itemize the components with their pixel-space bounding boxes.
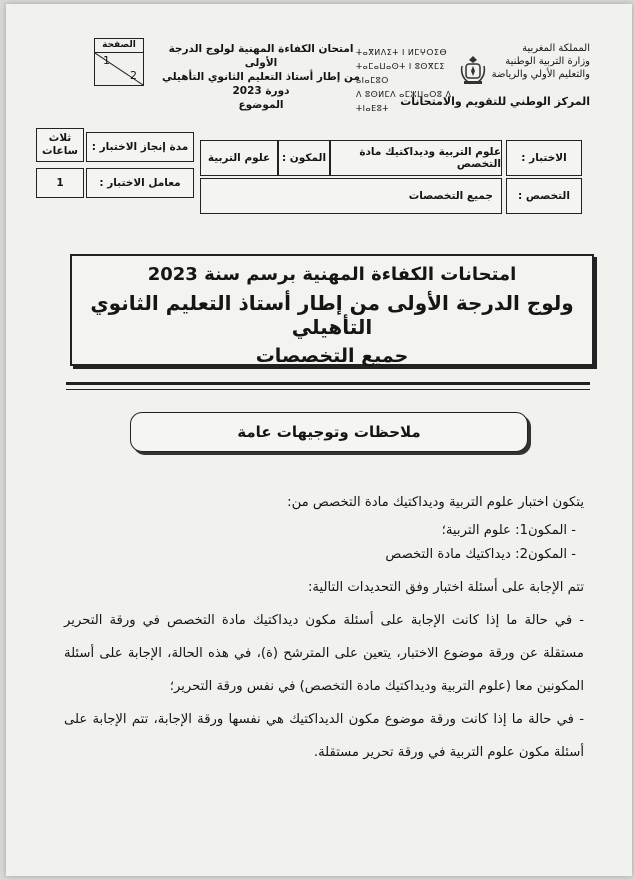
exam-header-line: امتحان الكفاءة المهنية لولوج الدرجة الأولى: [168, 43, 354, 69]
title-line-1: امتحانات الكفاءة المهنية برسم سنة 2023: [147, 264, 517, 285]
exam-header: [156, 42, 366, 112]
title-line-2: ولوج الدرجة الأولى من إطار أستاذ التعليم الثانوي التأهيلي: [90, 291, 574, 339]
tifinagh-line: ⴷ ⵓⵙⵍⵎⴷ ⴰⵎⵣⵡⴰⵔⵓ ⴷ ⵜⵏⴰⴹⵓⵜ: [356, 90, 452, 113]
instructions-body: [64, 486, 584, 769]
instruction-paragraph-1: - في حالة ما إذا كانت الإجابة على أسئلة مكون ديداكتيك مادة التخصص في ورقة التحرير مستقلة عن ورقة موضوع الاختبار، يتعين على المترشح (ة)، في هذه الحالة، الإجابة على أسئلة المكونين معا (علوم التربية وديداكتيك مادة التخصص) في نفس ورقة التحرير؛: [64, 613, 584, 694]
divider-thin: [66, 389, 590, 390]
coefficient-value-cell: [36, 168, 84, 198]
duration-label: مدة إنجاز الاختبار :: [91, 141, 189, 153]
component-value-cell: [200, 140, 278, 176]
answer-intro: تتم الإجابة على أسئلة اختبار وفق التحديدات التالية:: [307, 580, 584, 595]
component-label-cell: [278, 140, 330, 176]
duration-label-cell: [86, 132, 194, 162]
exam-title-box: [70, 254, 594, 366]
tifinagh-line: ⵜⴰⴳⵍⴷⵉⵜ ⵏ ⵍⵎⵖⵔⵉⴱ: [356, 48, 448, 57]
page-number: 1: [103, 54, 110, 67]
title-line-3: جميع التخصصات: [255, 345, 409, 367]
tifinagh-line: ⵜⴰⵎⴰⵡⴰⵙⵜ ⵏ ⵓⵙⴳⵎⵉ ⴰⵏⴰⵎⵓⵔ: [356, 62, 445, 85]
ministry-line: وزارة التربية الوطنية: [505, 56, 590, 67]
coat-of-arms-logo: [460, 54, 486, 86]
specialty-value: جميع التخصصات: [408, 190, 493, 202]
coefficient-label-cell: [86, 168, 194, 198]
tifinagh-header: [356, 46, 456, 116]
specialty-label-cell: [506, 178, 582, 214]
instruction-paragraph-2: - في حالة ما إذا كانت ورقة موضوع مكون الديداكتيك هي نفسها ورقة الإجابة، تتم الإجابة على أسئلة مكون علوم التربية في ورقة تحرير مستقلة.: [64, 712, 584, 760]
page-number-box: [94, 38, 144, 86]
intro-text: يتكون اختبار علوم التربية وديداكتيك مادة التخصص من:: [287, 495, 584, 510]
duration-value: ثلاث ساعات: [42, 132, 78, 157]
specialty-label: التخصص :: [518, 190, 570, 202]
coefficient-label: معامل الاختبار :: [99, 177, 181, 189]
page-total: 2: [130, 69, 137, 82]
coefficient-value: 1: [56, 177, 64, 189]
notes-heading-box: [130, 412, 528, 452]
exam-value: علوم التربية وديداكتيك مادة التخصص: [359, 146, 501, 170]
center-name: المركز الوطني للتقويم والامتحانات: [400, 95, 590, 108]
exam-header-line: من إطار أستاذ التعليم الثانوي التأهيلي: [162, 71, 360, 83]
exam-label: الاختبار :: [521, 152, 567, 164]
exam-page: [6, 4, 632, 876]
component-value: علوم التربية: [207, 152, 271, 164]
component-item-2: - المكون2: ديداكتيك مادة التخصص: [385, 547, 576, 562]
component-item-1: - المكون1: علوم التربية؛: [441, 523, 576, 538]
specialty-value-cell: [200, 178, 502, 214]
exam-value-cell: [330, 140, 502, 176]
exam-label-cell: [506, 140, 582, 176]
ministry-line: والتعليم الأولي والرياضة: [491, 69, 590, 80]
component-label: المكون :: [281, 152, 327, 164]
ministry-line: المملكة المغربية: [522, 43, 590, 54]
exam-header-line: الموضوع: [238, 99, 284, 111]
divider-thick: [66, 382, 590, 385]
page-label: الصفحة: [95, 39, 143, 53]
exam-header-line: دورة 2023: [232, 85, 290, 97]
duration-value-cell: [36, 128, 84, 162]
notes-heading: ملاحظات وتوجيهات عامة: [237, 423, 421, 441]
